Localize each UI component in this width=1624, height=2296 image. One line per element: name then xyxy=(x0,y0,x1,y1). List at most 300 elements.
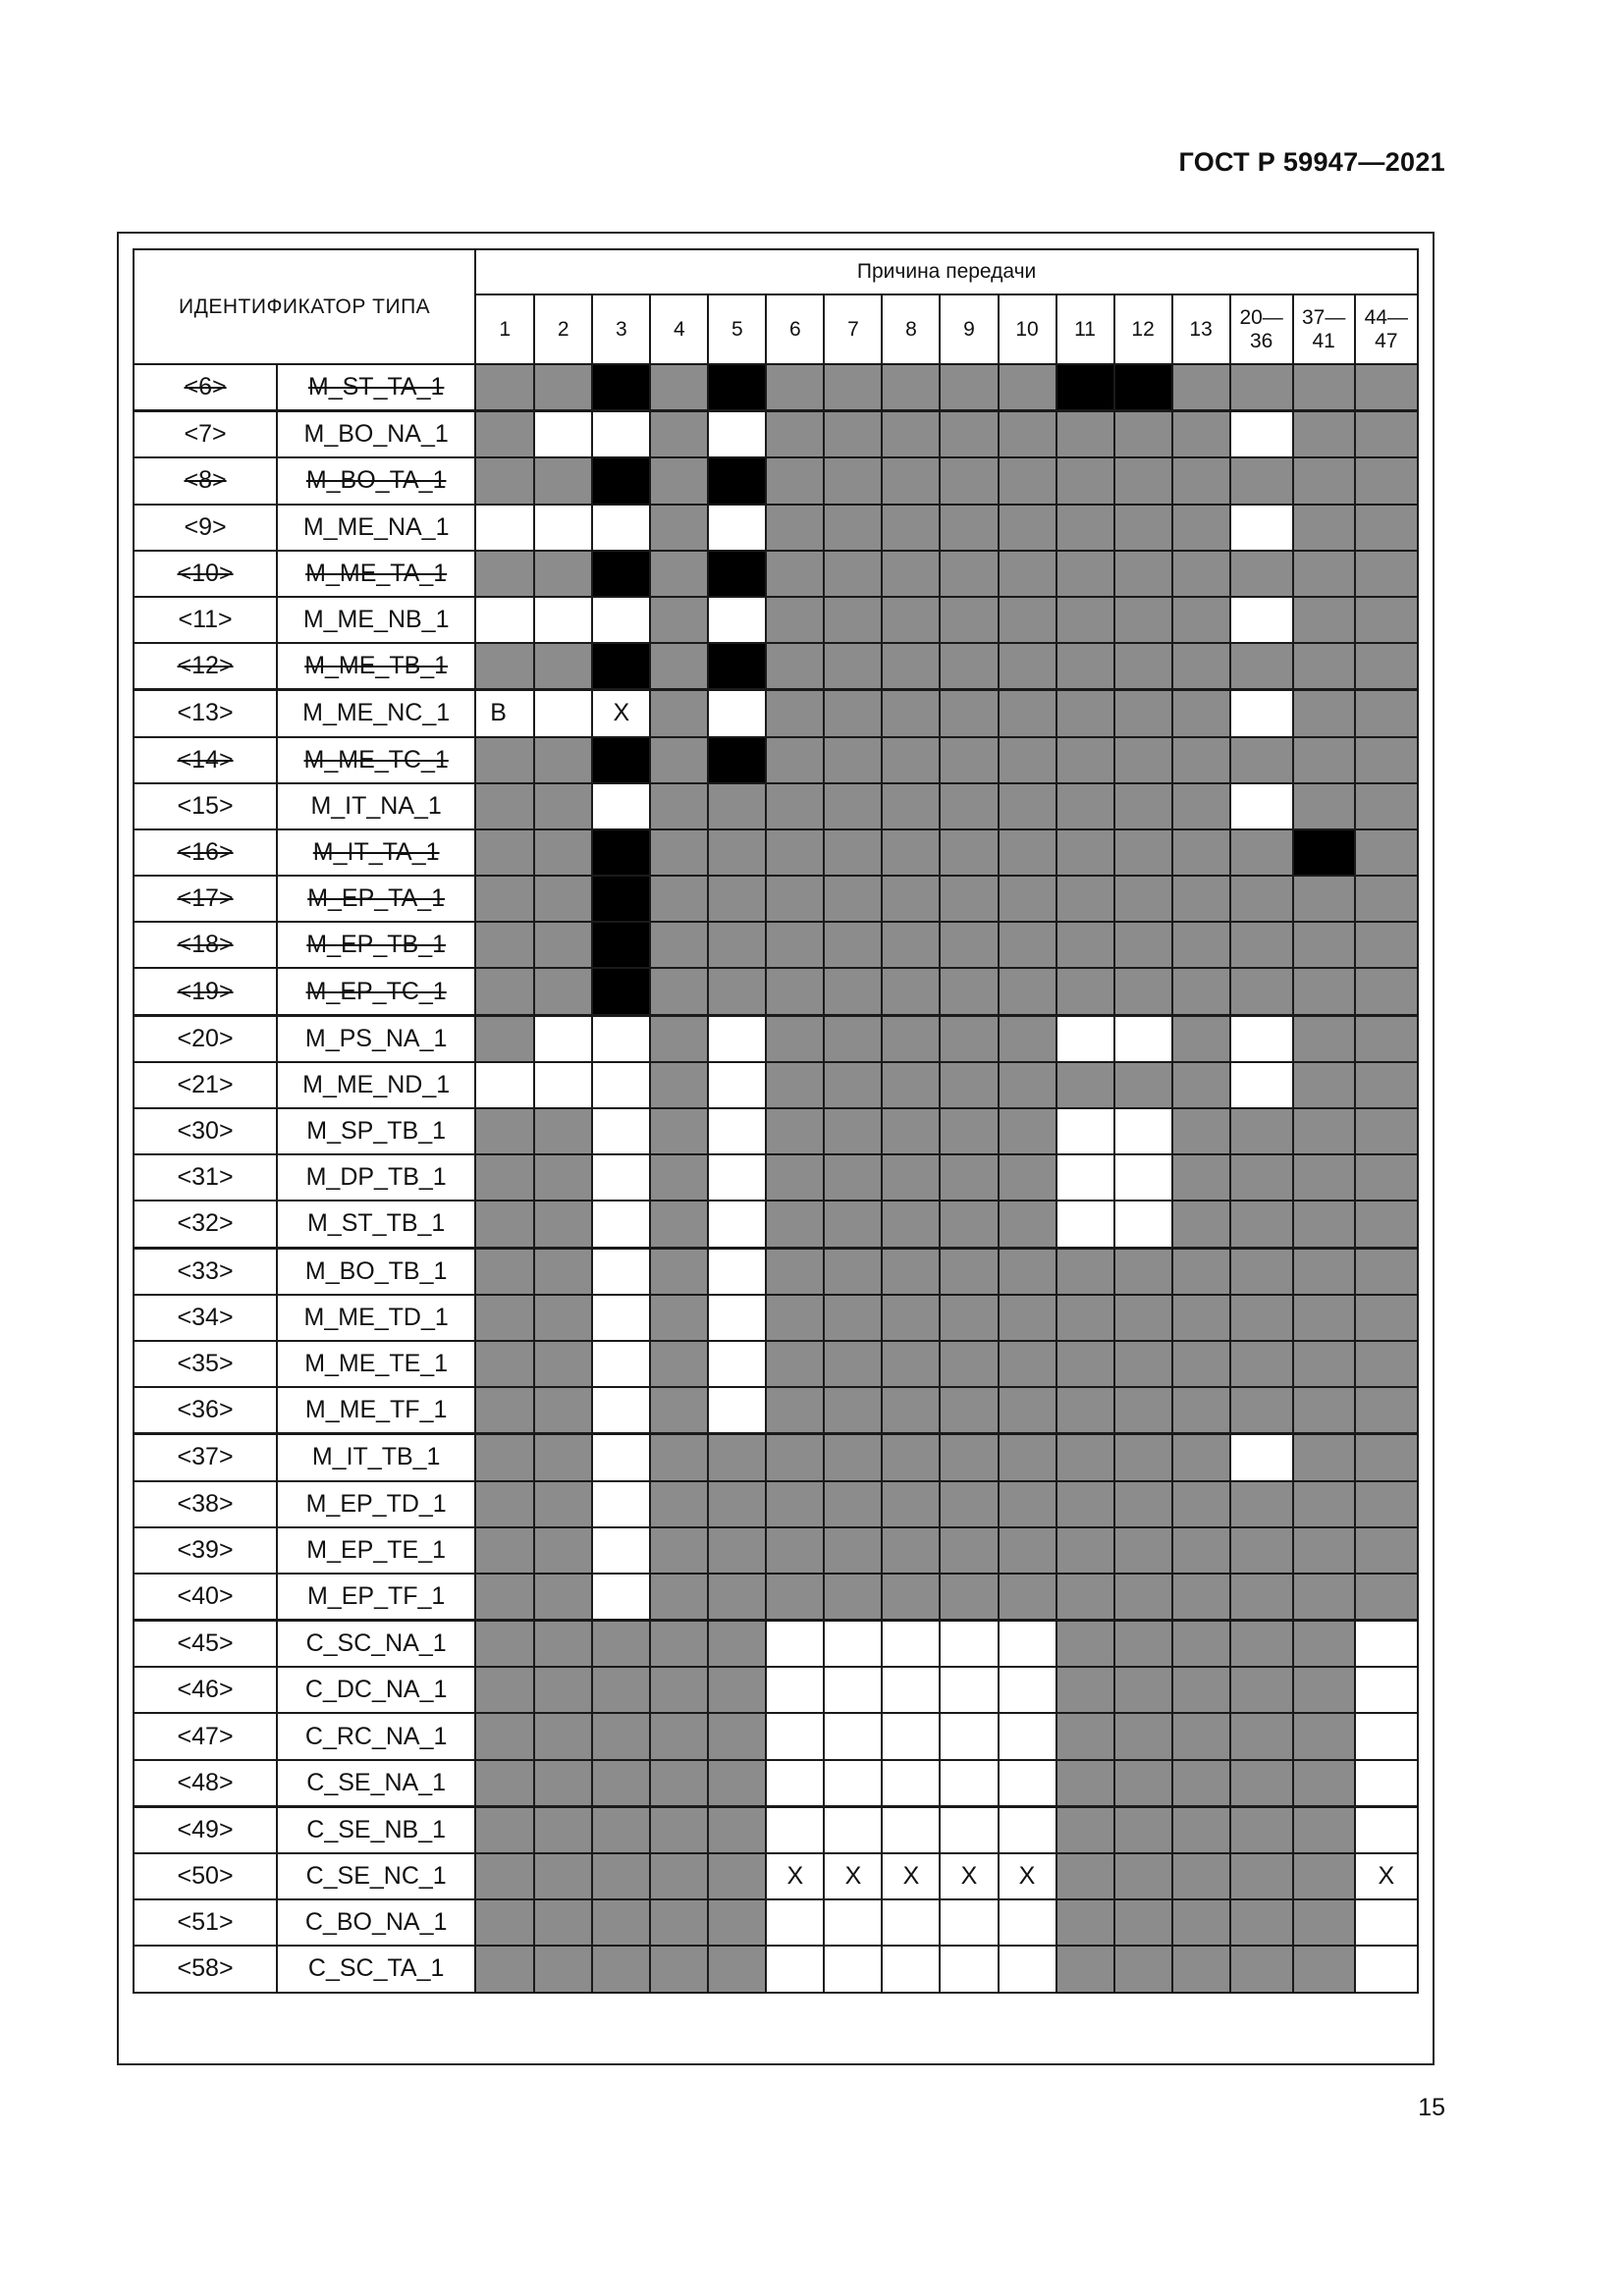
cause-cell xyxy=(999,457,1056,504)
cause-cell: X xyxy=(882,1853,940,1899)
cause-cell xyxy=(1355,1341,1418,1387)
cause-cell xyxy=(1056,876,1114,922)
cause-cell xyxy=(475,1806,534,1853)
cause-cell xyxy=(708,1341,766,1387)
table-row xyxy=(134,1621,1418,1668)
cause-cell xyxy=(1114,1667,1172,1713)
cause-cell xyxy=(882,643,940,690)
type-code-cell: <36> xyxy=(134,1387,277,1434)
cause-cell xyxy=(882,597,940,643)
cause-cell xyxy=(1172,551,1230,597)
cause-cell xyxy=(534,690,592,737)
cause-cell xyxy=(534,1201,592,1248)
type-code-cell: <47> xyxy=(134,1713,277,1759)
cause-cell: X xyxy=(999,1853,1056,1899)
cause-cell xyxy=(1172,1248,1230,1295)
cause-cell xyxy=(475,968,534,1015)
table-row xyxy=(134,1295,1418,1341)
cause-column-header: 2 xyxy=(534,294,592,364)
table-row xyxy=(134,922,1418,968)
cause-cell xyxy=(824,1621,882,1668)
cause-cell xyxy=(1172,1481,1230,1527)
cause-cell xyxy=(1172,1574,1230,1621)
cause-cell xyxy=(766,457,824,504)
cause-cell xyxy=(650,783,708,829)
cause-cell xyxy=(475,922,534,968)
cause-cell xyxy=(1114,1481,1172,1527)
cause-cell xyxy=(1355,737,1418,783)
cause-cell xyxy=(708,1667,766,1713)
cause-cell xyxy=(824,1434,882,1481)
cause-cell xyxy=(592,1387,650,1434)
cause-cell xyxy=(475,829,534,876)
type-name-cell: M_SP_TB_1 xyxy=(277,1108,475,1154)
cause-cell xyxy=(534,737,592,783)
cause-cell xyxy=(534,829,592,876)
cause-cell xyxy=(824,1387,882,1434)
type-name-cell: M_DP_TB_1 xyxy=(277,1154,475,1201)
cause-cell xyxy=(1172,1899,1230,1946)
cause-cell xyxy=(766,1108,824,1154)
type-code-cell: <34> xyxy=(134,1295,277,1341)
cause-cell xyxy=(1230,364,1293,411)
cause-cell xyxy=(1114,597,1172,643)
transmission-cause-header: Причина передачи xyxy=(475,249,1418,294)
cause-cell xyxy=(1172,597,1230,643)
cause-cell xyxy=(708,1108,766,1154)
cause-cell xyxy=(882,1015,940,1062)
cause-cell xyxy=(708,876,766,922)
cause-cell xyxy=(940,597,998,643)
cause-cell xyxy=(650,1201,708,1248)
cause-cell xyxy=(1114,1154,1172,1201)
cause-cell xyxy=(882,783,940,829)
cause-cell xyxy=(708,505,766,551)
cause-cell xyxy=(1355,364,1418,411)
cause-cell xyxy=(650,1760,708,1807)
cause-cell xyxy=(708,783,766,829)
cause-cell xyxy=(1172,1434,1230,1481)
cause-cell xyxy=(1230,1248,1293,1295)
cause-cell xyxy=(1056,1481,1114,1527)
cause-column-header: 12 xyxy=(1114,294,1172,364)
cause-cell xyxy=(1355,1574,1418,1621)
cause-cell xyxy=(766,411,824,458)
cause-cell xyxy=(592,1481,650,1527)
cause-cell xyxy=(824,1015,882,1062)
cause-cell xyxy=(999,1108,1056,1154)
cause-cell xyxy=(1293,922,1355,968)
cause-cell xyxy=(592,1062,650,1108)
cause-cell xyxy=(1355,1481,1418,1527)
cause-cell xyxy=(824,1295,882,1341)
cause-cell xyxy=(650,1621,708,1668)
cause-cell xyxy=(824,690,882,737)
table-row xyxy=(134,1899,1418,1946)
cause-cell xyxy=(650,829,708,876)
cause-cell xyxy=(1114,643,1172,690)
page-number: 15 xyxy=(1418,2094,1445,2121)
cause-cell xyxy=(1114,783,1172,829)
cause-cell xyxy=(475,505,534,551)
cause-cell xyxy=(824,411,882,458)
cause-cell xyxy=(940,1621,998,1668)
table-row xyxy=(134,737,1418,783)
cause-cell xyxy=(708,1621,766,1668)
table-row xyxy=(134,1108,1418,1154)
cause-cell xyxy=(1230,411,1293,458)
cause-cell xyxy=(999,1574,1056,1621)
cause-cell xyxy=(882,1201,940,1248)
type-code-cell: <32> xyxy=(134,1201,277,1248)
cause-cell xyxy=(1355,1387,1418,1434)
cause-cell xyxy=(940,829,998,876)
cause-cell xyxy=(1230,551,1293,597)
cause-cell xyxy=(1172,1667,1230,1713)
cause-cell xyxy=(1355,829,1418,876)
cause-cell xyxy=(1172,643,1230,690)
cause-cell xyxy=(1293,1154,1355,1201)
cause-cell xyxy=(1230,1434,1293,1481)
table-row xyxy=(134,1341,1418,1387)
cause-cell xyxy=(882,829,940,876)
cause-cell xyxy=(766,829,824,876)
cause-cell xyxy=(1355,1760,1418,1807)
cause-cell xyxy=(1355,505,1418,551)
cause-cell xyxy=(708,643,766,690)
cause-cell xyxy=(534,597,592,643)
cause-cell xyxy=(475,876,534,922)
cause-cell xyxy=(999,968,1056,1015)
cause-cell xyxy=(999,690,1056,737)
cause-cell xyxy=(708,457,766,504)
type-name-cell: M_EP_TB_1 xyxy=(277,922,475,968)
cause-cell xyxy=(1056,1853,1114,1899)
type-name-cell: C_SE_NC_1 xyxy=(277,1853,475,1899)
cause-cell xyxy=(1114,1527,1172,1574)
type-name-cell: M_EP_TE_1 xyxy=(277,1527,475,1574)
cause-cell xyxy=(708,1248,766,1295)
cause-cell xyxy=(824,783,882,829)
cause-cell xyxy=(1230,1946,1293,1992)
cause-cell xyxy=(650,1946,708,1992)
cause-cell xyxy=(766,1527,824,1574)
cause-cell xyxy=(534,1574,592,1621)
cause-cell xyxy=(766,1806,824,1853)
cause-cell xyxy=(940,364,998,411)
type-code-cell: <18> xyxy=(134,922,277,968)
cause-cell xyxy=(882,1574,940,1621)
table-row xyxy=(134,1434,1418,1481)
cause-cell xyxy=(824,505,882,551)
cause-cell xyxy=(534,1899,592,1946)
cause-cell xyxy=(534,457,592,504)
type-name-cell: M_ME_ND_1 xyxy=(277,1062,475,1108)
cause-cell xyxy=(1293,1015,1355,1062)
cause-cell xyxy=(475,1946,534,1992)
cause-cell xyxy=(766,1434,824,1481)
cause-cell xyxy=(1114,1434,1172,1481)
cause-cell xyxy=(1172,1760,1230,1807)
cause-cell xyxy=(882,1434,940,1481)
cause-cell xyxy=(650,457,708,504)
cause-cell xyxy=(534,551,592,597)
cause-column-header: 5 xyxy=(708,294,766,364)
cause-cell xyxy=(824,737,882,783)
table-row xyxy=(134,457,1418,504)
cause-cell xyxy=(824,1108,882,1154)
cause-cell xyxy=(824,457,882,504)
cause-cell xyxy=(1293,505,1355,551)
type-name-cell: M_BO_NA_1 xyxy=(277,411,475,458)
cause-cell xyxy=(650,1527,708,1574)
cause-cell xyxy=(882,1154,940,1201)
cause-cell xyxy=(1293,690,1355,737)
cause-cell xyxy=(940,1015,998,1062)
cause-cell xyxy=(766,551,824,597)
cause-cell xyxy=(708,737,766,783)
type-name-cell: M_ME_NB_1 xyxy=(277,597,475,643)
cause-cell xyxy=(824,1481,882,1527)
cause-cell xyxy=(1230,1015,1293,1062)
cause-cell xyxy=(999,1387,1056,1434)
cause-cell xyxy=(999,1015,1056,1062)
cause-cell xyxy=(650,411,708,458)
cause-cell xyxy=(1114,829,1172,876)
cause-column-header: 6 xyxy=(766,294,824,364)
cause-cell xyxy=(824,1899,882,1946)
cause-cell xyxy=(1114,505,1172,551)
cause-cell xyxy=(650,968,708,1015)
cause-cell xyxy=(475,364,534,411)
cause-cell xyxy=(1355,968,1418,1015)
cause-cell xyxy=(1355,1946,1418,1992)
cause-cell xyxy=(650,1574,708,1621)
cause-cell xyxy=(1056,1713,1114,1759)
cause-cell xyxy=(475,1434,534,1481)
type-code-cell: <39> xyxy=(134,1527,277,1574)
cause-cell xyxy=(1114,1295,1172,1341)
cause-cell xyxy=(475,1899,534,1946)
document-code: ГОСТ Р 59947—2021 xyxy=(1178,147,1445,177)
type-name-cell: M_ME_TA_1 xyxy=(277,551,475,597)
cause-cell xyxy=(475,1667,534,1713)
cause-cell xyxy=(1056,1248,1114,1295)
cause-cell xyxy=(650,1434,708,1481)
cause-cell xyxy=(999,411,1056,458)
cause-cell xyxy=(534,1434,592,1481)
cause-cell xyxy=(650,1248,708,1295)
cause-cell xyxy=(882,1899,940,1946)
table-row xyxy=(134,1806,1418,1853)
cause-column-header: 37— 41 xyxy=(1293,294,1355,364)
type-code-cell: <58> xyxy=(134,1946,277,1992)
cause-cell xyxy=(1293,1201,1355,1248)
cause-cell xyxy=(1172,364,1230,411)
cause-cell xyxy=(592,1015,650,1062)
cause-cell xyxy=(1114,1248,1172,1295)
type-code-cell: <17> xyxy=(134,876,277,922)
cause-cell xyxy=(824,876,882,922)
cause-cell xyxy=(1230,737,1293,783)
cause-cell xyxy=(592,1853,650,1899)
cause-cell xyxy=(1230,597,1293,643)
cause-cell xyxy=(1114,551,1172,597)
table-row xyxy=(134,968,1418,1015)
type-name-cell: C_SE_NA_1 xyxy=(277,1760,475,1807)
cause-cell xyxy=(1355,1713,1418,1759)
cause-cell xyxy=(1355,1621,1418,1668)
cause-cell xyxy=(766,1295,824,1341)
type-code-cell: <15> xyxy=(134,783,277,829)
cause-cell xyxy=(1230,1108,1293,1154)
type-name-cell: M_EP_TF_1 xyxy=(277,1574,475,1621)
cause-cell xyxy=(940,643,998,690)
table-row xyxy=(134,364,1418,411)
type-name-cell: M_ME_TC_1 xyxy=(277,737,475,783)
cause-cell xyxy=(650,1853,708,1899)
cause-cell xyxy=(882,1667,940,1713)
cause-cell xyxy=(766,1387,824,1434)
cause-cell xyxy=(882,1806,940,1853)
cause-cell xyxy=(534,1946,592,1992)
cause-cell xyxy=(1172,1015,1230,1062)
cause-cell xyxy=(650,1667,708,1713)
cause-cell xyxy=(534,1621,592,1668)
cause-cell xyxy=(534,411,592,458)
cause-cell xyxy=(1355,551,1418,597)
cause-cell xyxy=(1172,505,1230,551)
type-code-cell: <13> xyxy=(134,690,277,737)
cause-cell xyxy=(592,1621,650,1668)
cause-cell xyxy=(1355,1154,1418,1201)
cause-cell xyxy=(1172,1853,1230,1899)
cause-cell xyxy=(475,1481,534,1527)
cause-cell xyxy=(999,1527,1056,1574)
cause-cell xyxy=(882,922,940,968)
cause-cell xyxy=(650,690,708,737)
cause-cell xyxy=(708,1713,766,1759)
cause-cell xyxy=(824,551,882,597)
cause-cell xyxy=(592,1899,650,1946)
cause-cell xyxy=(1355,1015,1418,1062)
cause-cell xyxy=(999,1201,1056,1248)
cause-cell xyxy=(1056,1341,1114,1387)
cause-cell xyxy=(475,1574,534,1621)
cause-column-header: 10 xyxy=(999,294,1056,364)
cause-cell xyxy=(1355,1899,1418,1946)
table-row xyxy=(134,1248,1418,1295)
cause-cell xyxy=(650,597,708,643)
cause-cell xyxy=(1114,1201,1172,1248)
cause-cell xyxy=(534,1062,592,1108)
cause-cell xyxy=(766,737,824,783)
cause-cell xyxy=(1172,968,1230,1015)
type-name-cell: M_BO_TB_1 xyxy=(277,1248,475,1295)
cause-cell xyxy=(1293,829,1355,876)
cause-cell xyxy=(592,364,650,411)
cause-cell xyxy=(882,968,940,1015)
type-code-cell: <10> xyxy=(134,551,277,597)
cause-cell xyxy=(882,737,940,783)
cause-cell xyxy=(1056,1015,1114,1062)
cause-cell xyxy=(940,737,998,783)
cause-cell xyxy=(1293,737,1355,783)
cause-cell xyxy=(999,1295,1056,1341)
cause-cell xyxy=(882,1481,940,1527)
cause-cell xyxy=(999,1713,1056,1759)
type-code-cell: <11> xyxy=(134,597,277,643)
cause-cell xyxy=(1293,1899,1355,1946)
cause-cell xyxy=(940,1760,998,1807)
cause-cell xyxy=(534,1295,592,1341)
cause-cell xyxy=(999,364,1056,411)
cause-cell xyxy=(534,1108,592,1154)
cause-cell xyxy=(1230,1201,1293,1248)
cause-cell xyxy=(1172,1154,1230,1201)
cause-cell xyxy=(592,597,650,643)
cause-cell xyxy=(592,1806,650,1853)
cause-cell xyxy=(824,1341,882,1387)
cause-cell xyxy=(940,1248,998,1295)
type-name-cell: M_IT_NA_1 xyxy=(277,783,475,829)
cause-cell xyxy=(999,1062,1056,1108)
cause-cell xyxy=(940,968,998,1015)
cause-cell xyxy=(882,411,940,458)
cause-cell xyxy=(766,1015,824,1062)
cause-cell xyxy=(1355,1108,1418,1154)
cause-cell xyxy=(1293,1387,1355,1434)
cause-cell xyxy=(475,643,534,690)
cause-cell xyxy=(940,1481,998,1527)
cause-cell xyxy=(708,1760,766,1807)
table-row xyxy=(134,783,1418,829)
cause-cell xyxy=(592,1434,650,1481)
cause-cell xyxy=(1293,968,1355,1015)
type-code-cell: <19> xyxy=(134,968,277,1015)
cause-cell xyxy=(592,922,650,968)
cause-cell xyxy=(766,597,824,643)
cause-cell xyxy=(1230,1295,1293,1341)
cause-cell xyxy=(592,505,650,551)
cause-cell xyxy=(534,1248,592,1295)
cause-cell xyxy=(1230,1387,1293,1434)
cause-cell xyxy=(882,1946,940,1992)
cause-cell xyxy=(1056,1899,1114,1946)
cause-cell xyxy=(999,1946,1056,1992)
cause-cell xyxy=(592,876,650,922)
cause-cell xyxy=(1355,457,1418,504)
cause-cell xyxy=(882,551,940,597)
type-name-cell: M_BO_TA_1 xyxy=(277,457,475,504)
type-code-cell: <8> xyxy=(134,457,277,504)
cause-column-header: 8 xyxy=(882,294,940,364)
cause-cell xyxy=(824,597,882,643)
table-row xyxy=(134,876,1418,922)
cause-cell xyxy=(1355,783,1418,829)
cause-cell xyxy=(1056,505,1114,551)
cause-cell xyxy=(1355,690,1418,737)
cause-cell xyxy=(708,922,766,968)
cause-cell xyxy=(534,1806,592,1853)
cause-cell xyxy=(824,1574,882,1621)
cause-column-header: 11 xyxy=(1056,294,1114,364)
cause-cell xyxy=(824,1713,882,1759)
cause-cell xyxy=(940,1201,998,1248)
type-code-cell: <35> xyxy=(134,1341,277,1387)
cause-cell xyxy=(592,1201,650,1248)
cause-cell xyxy=(766,1760,824,1807)
